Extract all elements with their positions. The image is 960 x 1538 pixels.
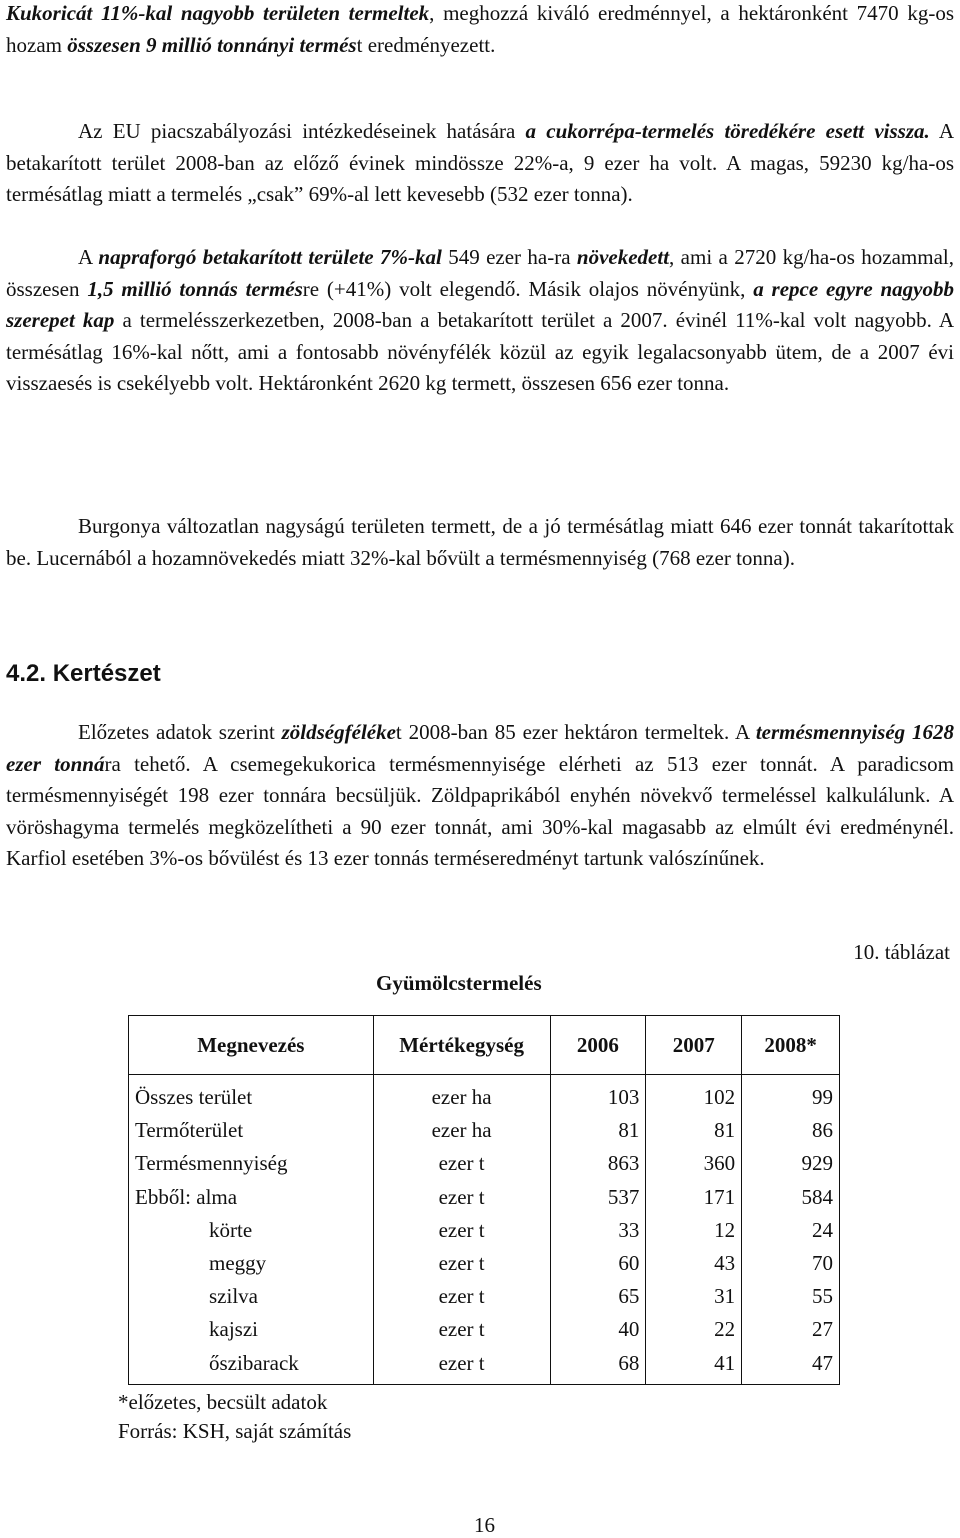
- value-2006: 68: [550, 1347, 646, 1385]
- table-row: [129, 1247, 840, 1280]
- table-row: [129, 1214, 840, 1247]
- table-title: Gyümölcstermelés: [376, 971, 542, 995]
- emphasized-text: Kukoricát 11%-kal nagyobb területen termeltek: [6, 1, 430, 25]
- header-2007: 2007: [646, 1016, 742, 1075]
- row-name: őszibarack: [129, 1347, 374, 1385]
- body-text: t eredményezett.: [356, 32, 496, 57]
- table-row: [129, 1280, 840, 1313]
- row-name: kajszi: [129, 1313, 374, 1346]
- fruit-production-table: [128, 1015, 840, 1385]
- section-heading: 4.2. Kertészet: [6, 660, 161, 687]
- value-2008: 55: [742, 1280, 840, 1313]
- body-text: ra tehető. A csemegekukorica termésmennyisége elérheti az 513 ezer tonnát. A paradicsom termésmennyiségét 198 ezer tonnára becsüljük. Zöldpaprikából enyhén növekvő termeléssel kalkulálunk. A vöröshagyma termelés megközelítheti a 90 ezer tonnát, ami 30%-kal magasabb az elmúlt évi eredménynél. Karfiol esetében 3%-os bővülést és 13 ezer tonnás terméseredményt tartunk valószínűnek.: [6, 751, 954, 871]
- table-row: [129, 1114, 840, 1147]
- value-2007: 102: [646, 1075, 742, 1115]
- row-unit: ezer t: [373, 1347, 550, 1385]
- table-body: [129, 1075, 840, 1385]
- body-text: A betakarított terület 2008-ban az előző évinek mindössze 22%-a, 9 ezer ha volt. A magas, 59230 kg/ha-os termésátlag miatt a termelés „csak” 69%-al lett kevesebb (532 ezer tonna).: [6, 119, 954, 207]
- value-2006: 60: [550, 1247, 646, 1280]
- table-row: [129, 1181, 840, 1214]
- emphasized-text: napraforgó betakarított területe 7%-kal: [98, 245, 442, 269]
- value-2008: 99: [742, 1075, 840, 1115]
- row-unit: ezer ha: [373, 1114, 550, 1147]
- emphasized-text: 1,5 millió tonnás termés: [87, 276, 303, 301]
- value-2007: 41: [646, 1347, 742, 1385]
- paragraph-kukorica: [6, 0, 954, 61]
- table-row: [129, 1075, 840, 1115]
- value-2006: 863: [550, 1147, 646, 1180]
- body-text: Előzetes adatok szerint: [78, 720, 282, 744]
- value-2007: 360: [646, 1147, 742, 1180]
- value-2006: 537: [550, 1181, 646, 1214]
- row-unit: ezer t: [373, 1247, 550, 1280]
- value-2008: 86: [742, 1114, 840, 1147]
- emphasized-text: termésmennyiség 1628 ezer tonná: [6, 720, 954, 776]
- row-name: szilva: [129, 1280, 374, 1313]
- header-megnevezes: Megnevezés: [129, 1016, 374, 1075]
- value-2008: 929: [742, 1147, 840, 1180]
- header-2008: 2008*: [742, 1016, 840, 1075]
- value-2007: 22: [646, 1313, 742, 1346]
- body-text: , ami a 2720 kg/ha-os hozammal, összesen: [6, 245, 954, 301]
- value-2008: 47: [742, 1347, 840, 1385]
- body-text: re (+41%) volt elegendő. Másik olajos növényünk,: [302, 276, 754, 301]
- table-row: [129, 1313, 840, 1346]
- row-unit: ezer t: [373, 1280, 550, 1313]
- emphasized-text: összesen 9 millió tonnányi termés: [67, 32, 357, 57]
- table-row: [129, 1347, 840, 1385]
- body-text: t 2008-ban 85 ezer hektáron termeltek. A: [395, 720, 756, 744]
- row-name: Ebből: alma: [129, 1181, 374, 1214]
- header-2006: 2006: [550, 1016, 646, 1075]
- table-label: 10. táblázat: [853, 940, 950, 964]
- table-header-row: [129, 1016, 840, 1075]
- value-2007: 43: [646, 1247, 742, 1280]
- row-unit: ezer ha: [373, 1075, 550, 1115]
- value-2006: 65: [550, 1280, 646, 1313]
- value-2007: 12: [646, 1214, 742, 1247]
- body-text: Burgonya változatlan nagyságú területen termett, de a jó termésátlag miatt 646 ezer tonnát takarítottak be. Lucernából a hozamnövekedés miatt 32%-kal bővült a termésmennyiség (768 ezer tonna).: [6, 514, 954, 570]
- page-number: 16: [474, 1513, 495, 1537]
- value-2008: 70: [742, 1247, 840, 1280]
- paragraph-zoldseg: [6, 717, 954, 875]
- value-2007: 171: [646, 1181, 742, 1214]
- paragraph-napraforgo: [6, 242, 954, 400]
- paragraph-cukorrepa: [6, 116, 954, 211]
- row-unit: ezer t: [373, 1214, 550, 1247]
- row-unit: ezer t: [373, 1181, 550, 1214]
- table-row: [129, 1147, 840, 1180]
- row-unit: ezer t: [373, 1147, 550, 1180]
- emphasized-text: a cukorrépa-termelés töredékére esett vissza.: [525, 119, 930, 143]
- header-mertekegyseg: Mértékegység: [373, 1016, 550, 1075]
- table-source: Forrás: KSH, saját számítás: [118, 1419, 352, 1443]
- row-unit: ezer t: [373, 1313, 550, 1346]
- value-2007: 31: [646, 1280, 742, 1313]
- table-footnote: *előzetes, becsült adatok: [118, 1390, 328, 1414]
- emphasized-text: növekedett: [576, 245, 670, 269]
- value-2006: 81: [550, 1114, 646, 1147]
- body-text: a termelésszerkezetben, 2008-ban a betakarított terület a 2007. évinél 11%-kal volt nagyobb. A termésátlag 16%-kal nőtt, ami a fontosabb növényfélék közül az egyik legalacsonyabb ütem, de a 2007 évi visszaesés is csekélyebb volt. Hektáronként 2620 kg termett, összesen 656 ezer tonna.: [6, 308, 954, 396]
- value-2008: 24: [742, 1214, 840, 1247]
- row-name: Termésmennyiség: [129, 1147, 374, 1180]
- row-name: Összes terület: [129, 1075, 374, 1115]
- row-name: Termőterület: [129, 1114, 374, 1147]
- row-name: körte: [129, 1214, 374, 1247]
- body-text: , meghozzá kiváló eredménnyel, a hektáronként 7470 kg-os hozam: [6, 1, 954, 57]
- value-2007: 81: [646, 1114, 742, 1147]
- value-2008: 27: [742, 1313, 840, 1346]
- body-text: A: [78, 245, 99, 269]
- paragraph-burgonya: [6, 511, 954, 574]
- value-2006: 103: [550, 1075, 646, 1115]
- body-text: 549 ezer ha-ra: [441, 245, 577, 269]
- value-2006: 33: [550, 1214, 646, 1247]
- value-2008: 584: [742, 1181, 840, 1214]
- row-name: meggy: [129, 1247, 374, 1280]
- emphasized-text: zöldségféléke: [281, 720, 396, 744]
- table-notes: [118, 1388, 351, 1446]
- emphasized-text: a repce egyre nagyobb szerepet kap: [6, 276, 954, 333]
- body-text: Az EU piacszabályozási intézkedéseinek hatására: [78, 119, 526, 143]
- value-2006: 40: [550, 1313, 646, 1346]
